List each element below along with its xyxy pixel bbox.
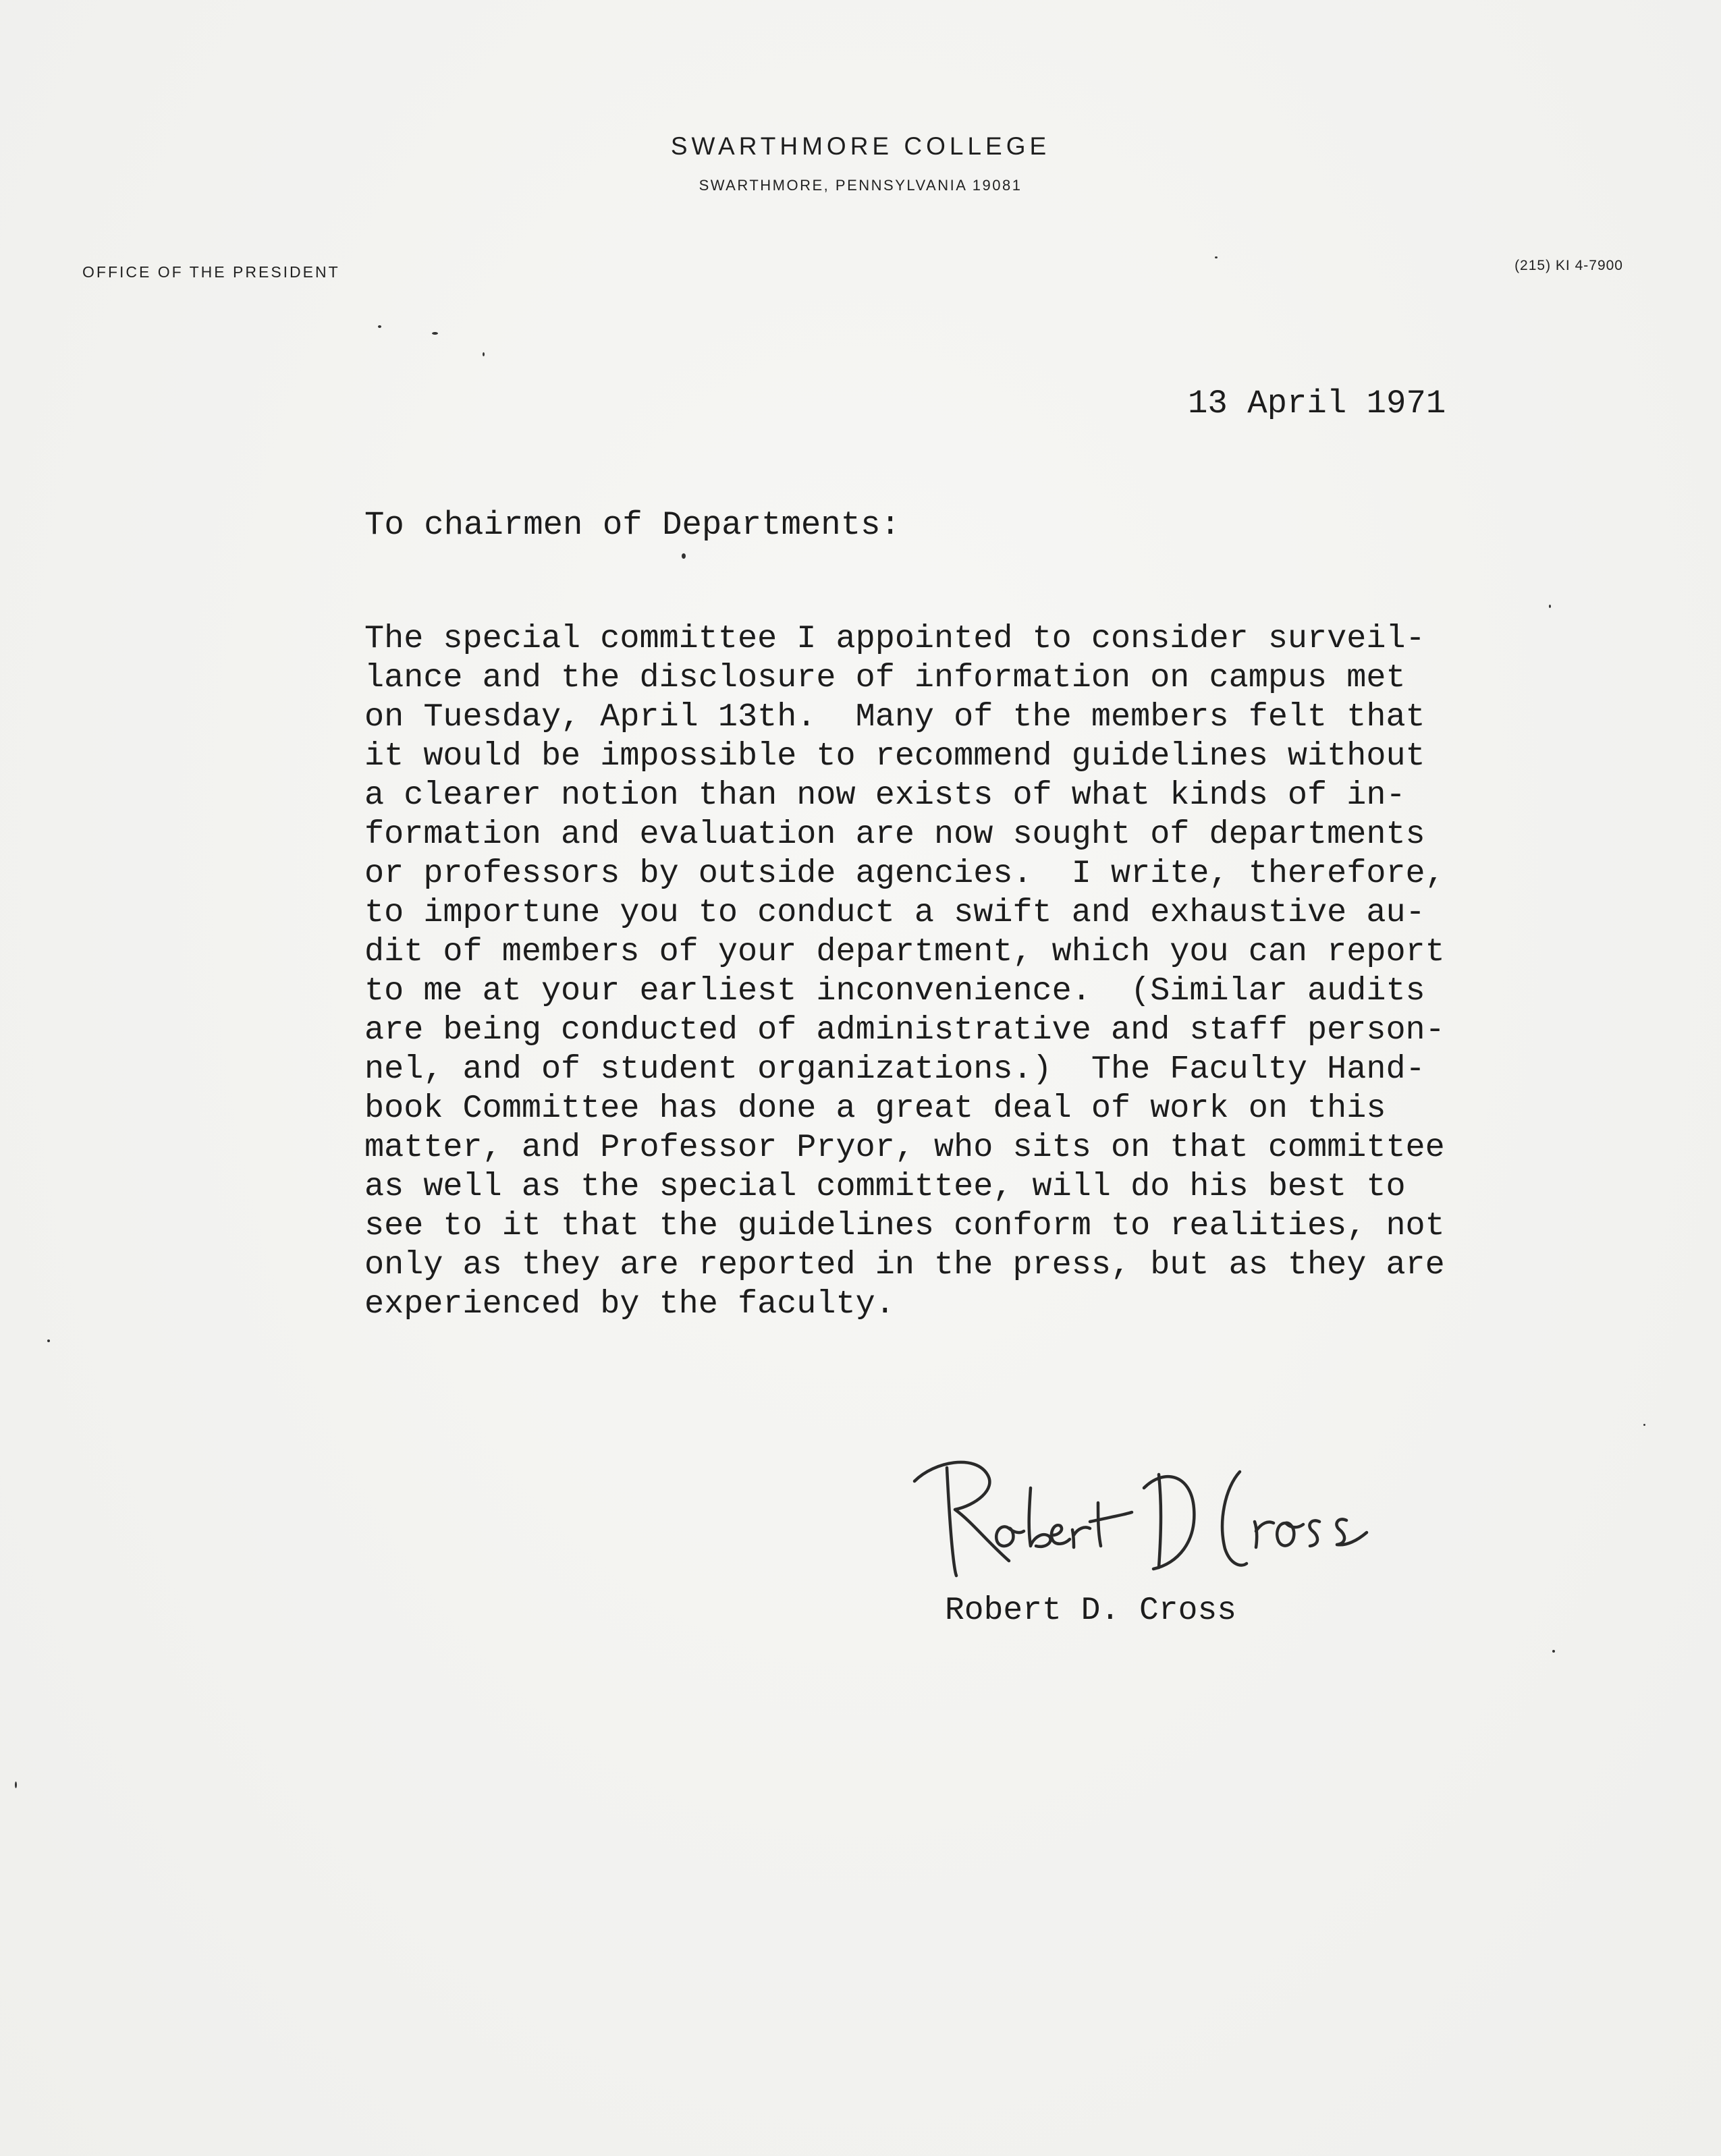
letterhead-office: OFFICE OF THE PRESIDENT <box>82 263 340 281</box>
handwritten-signature <box>908 1447 1407 1582</box>
paper-speck <box>378 325 381 328</box>
signer-name: Robert D. Cross <box>945 1593 1237 1629</box>
letterhead-phone: (215) KI 4-7900 <box>1514 258 1623 273</box>
paper-speck <box>483 352 485 356</box>
body-line: only as they are reported in the press, but as they are <box>364 1246 1445 1283</box>
letter-date: 13 April 1971 <box>1188 385 1446 422</box>
body-line: as well as the special committee, will do his best to <box>364 1168 1406 1205</box>
paper-speck <box>682 553 686 559</box>
body-line: experienced by the faculty. <box>364 1286 895 1323</box>
letterhead-institution: SWARTHMORE COLLEGE <box>670 132 1051 160</box>
body-line: lance and the disclosure of information on campus met <box>364 659 1406 696</box>
paper-speck <box>47 1339 50 1342</box>
body-line: book Committee has done a great deal of work on this <box>364 1090 1386 1127</box>
paper-speck <box>1215 256 1218 258</box>
paper-speck <box>15 1781 17 1788</box>
body-line: or professors by outside agencies. I write, therefore, <box>364 855 1445 892</box>
paper-speck <box>1643 1424 1645 1426</box>
body-line: to me at your earliest inconvenience. (Similar audits <box>364 972 1425 1010</box>
body-line: nel, and of student organizations.) The Faculty Hand- <box>364 1051 1425 1088</box>
body-line: are being conducted of administrative and staff person- <box>364 1012 1445 1049</box>
body-line: it would be impossible to recommend guidelines without <box>364 738 1425 775</box>
paper-speck <box>1552 1650 1555 1653</box>
body-line: matter, and Professor Pryor, who sits on that committee <box>364 1129 1445 1166</box>
body-line: dit of members of your department, which you can report <box>364 933 1445 970</box>
body-line: on Tuesday, April 13th. Many of the members felt that <box>364 698 1425 736</box>
body-line: formation and evaluation are now sought of departments <box>364 816 1425 853</box>
paper-speck <box>432 332 438 335</box>
body-line: a clearer notion than now exists of what kinds of in- <box>364 777 1406 814</box>
letter-salutation: To chairmen of Departments: <box>364 506 900 544</box>
letter-body <box>364 619 1552 1324</box>
letterhead-address: SWARTHMORE, PENNSYLVANIA 19081 <box>699 177 1022 194</box>
body-line: see to it that the guidelines conform to realities, not <box>364 1207 1445 1244</box>
body-line: to importune you to conduct a swift and exhaustive au- <box>364 894 1425 931</box>
body-line: The special committee I appointed to consider surveil- <box>364 620 1425 657</box>
paper-speck <box>1549 605 1551 608</box>
